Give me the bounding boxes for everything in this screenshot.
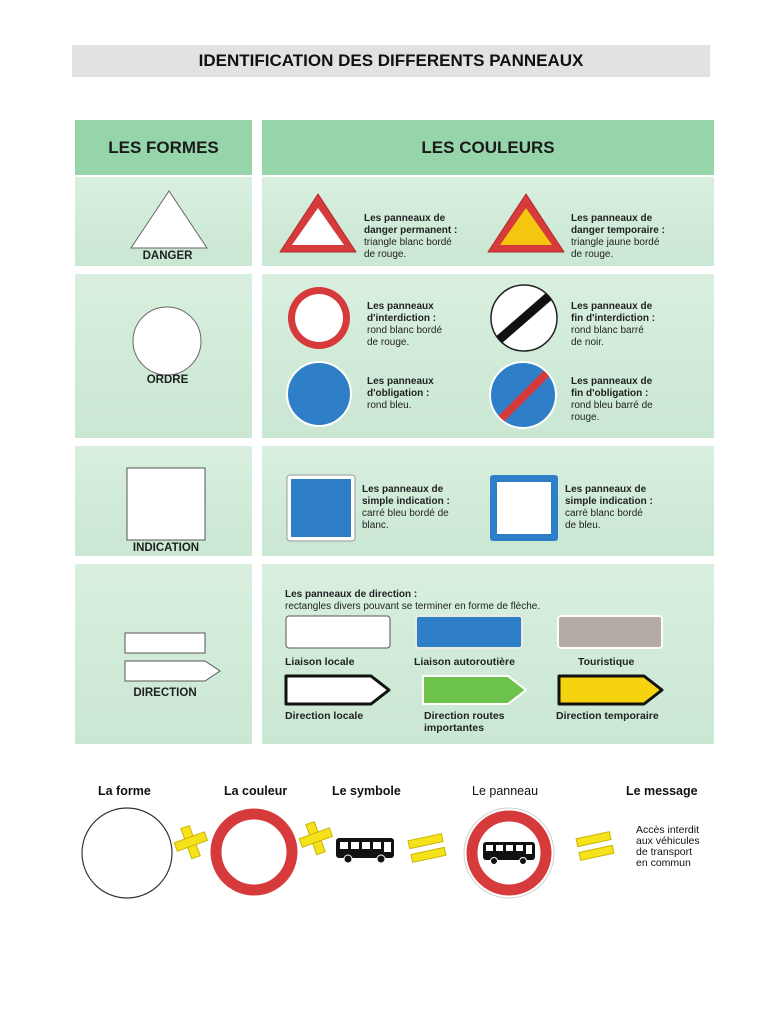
liaison-locale-sign-icon	[284, 614, 392, 650]
obligation-sign-icon	[285, 360, 353, 428]
desc-interdiction: Les panneaux d'interdiction : rond blanc bordé de rouge.	[367, 301, 443, 348]
bus-icon	[335, 836, 395, 864]
bus-interdit-sign-icon	[462, 806, 556, 900]
label-liaison-autoroutiere: Liaison autoroutière	[414, 656, 515, 668]
direction-routes-sign-icon	[420, 673, 530, 707]
fin-obligation-sign-icon	[488, 360, 558, 430]
danger-permanent-sign-icon	[276, 190, 360, 256]
rectangle-shape-icon	[123, 631, 207, 655]
label-direction-routes: Direction routes importantes	[424, 710, 505, 734]
interdiction-sign-icon	[286, 285, 352, 351]
liaison-autoroutiere-sign-icon	[414, 614, 524, 650]
label-danger: DANGER	[142, 250, 193, 262]
indication-white-sign-icon	[488, 473, 560, 543]
red-ring-icon	[208, 806, 300, 898]
indication-blue-sign-icon	[285, 473, 357, 543]
message-text: Accès interdit aux véhicules de transport en commun	[636, 824, 700, 869]
label-direction-locale: Direction locale	[285, 710, 364, 722]
fin-interdiction-sign-icon	[489, 283, 559, 353]
label-symbole: Le symbole	[332, 784, 401, 798]
header-forms: LES FORMES	[75, 120, 252, 175]
label-panneau: Le panneau	[472, 784, 539, 798]
desc-direction: Les panneaux de direction : rectangles divers pouvant se terminer en forme de flèche.	[285, 589, 541, 612]
touristique-sign-icon	[556, 614, 664, 650]
page-title: IDENTIFICATION DES DIFFERENTS PANNEAUX	[72, 45, 710, 77]
triangle-shape-icon	[128, 188, 210, 252]
label-message: Le message	[626, 784, 698, 798]
desc-fin-interdiction: Les panneaux de fin d'interdiction : rond blanc barré de noir.	[571, 301, 656, 348]
label-direction-temporaire: Direction temporaire	[556, 710, 659, 722]
label-direction: DIRECTION	[133, 687, 197, 699]
label-forme: La forme	[98, 784, 151, 798]
label-touristique: Touristique	[578, 656, 635, 668]
equals-icon-2	[574, 828, 616, 864]
desc-danger-permanent: Les panneaux de danger permanent : triangle blanc bordé de rouge.	[364, 213, 458, 260]
label-liaison-locale: Liaison locale	[285, 656, 355, 668]
label-indication: INDICATION	[132, 542, 200, 554]
desc-fin-obligation: Les panneaux de fin d'obligation : rond bleu barré de rouge.	[571, 376, 653, 423]
white-circle-icon	[80, 806, 174, 900]
desc-indication-white: Les panneaux de simple indication : carré blanc bordé de bleu.	[565, 484, 653, 531]
square-shape-icon	[125, 466, 207, 542]
label-ordre: ORDRE	[146, 374, 189, 386]
header-colors: LES COULEURS	[262, 120, 714, 175]
desc-obligation: Les panneaux d'obligation : rond bleu.	[367, 376, 434, 411]
danger-temporaire-sign-icon	[484, 190, 568, 256]
desc-danger-temporaire: Les panneaux de danger temporaire : triangle jaune bordé de rouge.	[571, 213, 665, 260]
direction-locale-sign-icon	[283, 673, 393, 707]
label-couleur: La couleur	[224, 784, 288, 798]
circle-shape-icon	[130, 304, 204, 378]
direction-temporaire-sign-icon	[556, 673, 666, 707]
plus-icon	[171, 822, 211, 862]
plus-icon-2	[296, 818, 336, 858]
desc-indication-blue: Les panneaux de simple indication : carré bleu bordé de blanc.	[362, 484, 450, 531]
equals-icon	[406, 830, 448, 866]
arrow-shape-icon	[123, 659, 223, 683]
